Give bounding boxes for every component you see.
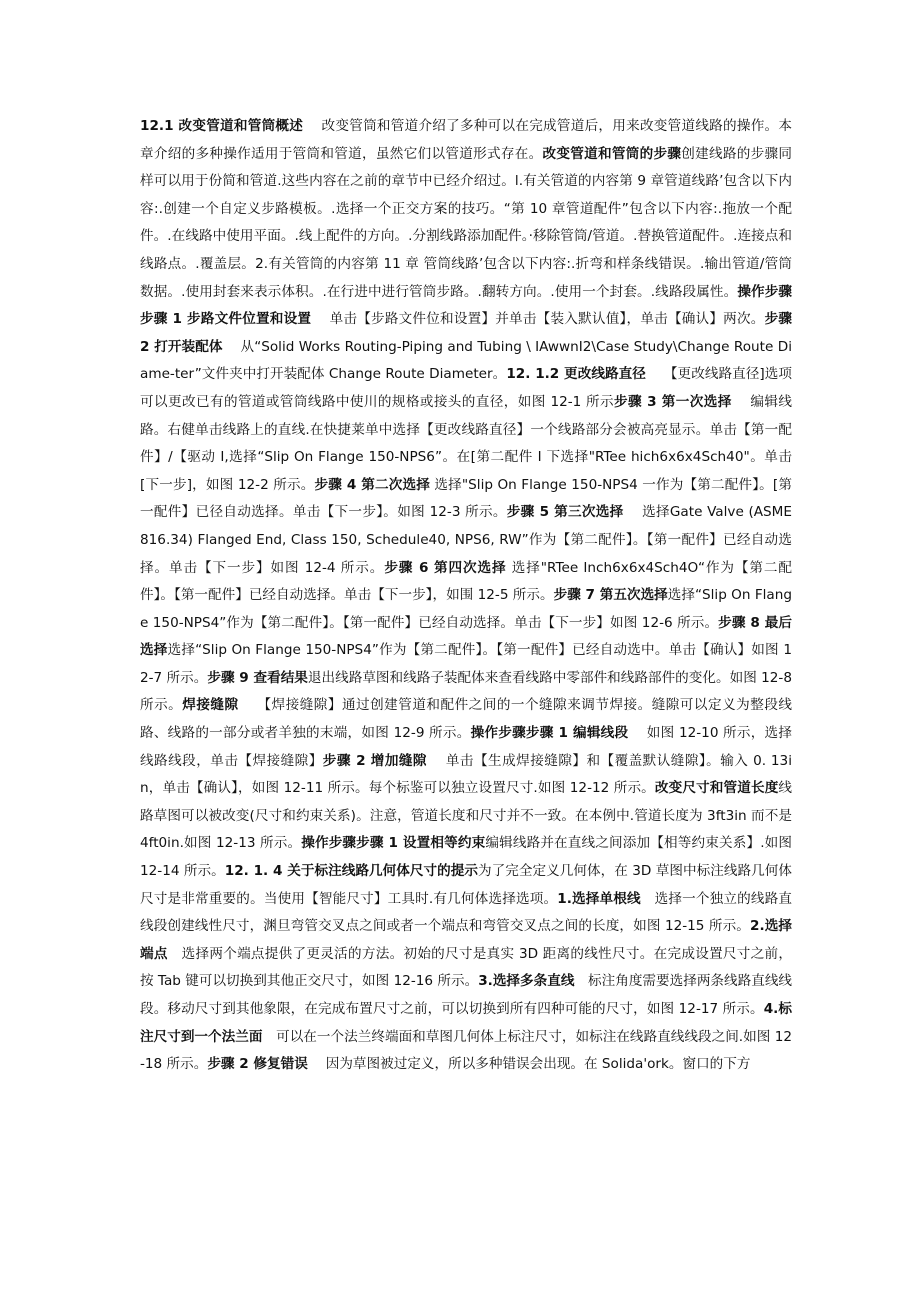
- body-text: 标注角度需要选择两条线路直线线段。移动尺寸到其他象限，在完成布置尺寸之前，可以切换到所有四种可能的尺寸，如图 12-17 所示。: [140, 973, 793, 1017]
- body-text: 选择两个端点提供了更灵活的方法。初始的尺寸是真实 3D 距离的线性尺寸。在完成设置尺寸之前，按 Tab 键可以切换到其他正交尺寸，如图 12-16 所示。: [140, 945, 792, 990]
- bold-heading: 焊接缝隙: [182, 697, 239, 714]
- bold-heading: 步骤 4 第二次选择: [314, 476, 430, 493]
- body-text: 单击【生成焊接缝隙】和【覆盖默认缝隙】。输入 0. 13in，单击【确认】，如图 12-11 所示。每个标鉴可以独立设置尺寸.如图 12-12 所示。: [140, 752, 792, 797]
- body-text: 【焊接缝隙】通过创建管道和配件之间的一个缝隙来调节焊接。缝隙可以定义为整段线路、线路的一部分或者羊独的末端，如图 12-9 所示。: [140, 697, 793, 742]
- bold-heading: 改变管道和管筒的步骤: [542, 145, 682, 162]
- body-text: 如图 12-10 所示，选择线路线段，单击【焊接缝隙】: [140, 725, 792, 769]
- body-text: 线路草图可以被改变(尺寸和约束关系)。注意，管道长度和尺寸并不一致。在本例中.管道长度为 3ft3in 而不是 4ft0in.如图 12-13 所示。: [140, 780, 793, 852]
- body-text: 选择"RTee Inch6x6x4Sch4O“作为【第二配件】。【第一配件】已经自动选择。单击【下一步】，如围 12-5 所示。: [140, 559, 792, 604]
- bold-heading: 步骤 6 第四次选择: [384, 559, 507, 576]
- bold-heading: 步骤 2 增加缝隙: [322, 752, 427, 769]
- bold-heading: 12. 1.2 更改线路直径: [506, 366, 646, 383]
- bold-heading: 操作步骤步骤 1 编辑线段: [470, 725, 629, 742]
- body-text: 编辑线路。右健单击线路上的直线.在快捷莱单中选择【更改线路直径】一个线路部分会被高亮显示。单击【第一配件】/【驱动 I,选择“Slip On Flange 150-NPS6”。在[第二配件 I 下选择"RTee hich6x6x4Sch40"。单击[下一步]，如图 12-2 所示。: [140, 393, 792, 493]
- body-text: 选择"Slip On Flange 150-NPS4 一作为【第二配件】。[第一配件】已径自动选择。单击【下一步】。如图 12-3 所示。: [140, 476, 792, 521]
- bold-heading: 12. 1. 4 关于标注线路几何体尺寸的提示: [224, 863, 479, 880]
- bold-heading: 1.选择单根线: [557, 890, 641, 907]
- body-text: 单击【步路文件位和设置】并单击【装入默认值】，单击【确认】两次。: [311, 311, 765, 328]
- bold-heading: 步骤 7 第五次选择: [553, 587, 668, 604]
- bold-heading: 步骤 5 第三次选择: [506, 504, 624, 521]
- bold-heading: 改变尺寸和管道长度: [654, 780, 779, 797]
- body-text: 选择“Slip On Flange 150-NPS4”作为【第二配件】。【第一配件】已经自动选择。单击【下一步】如图 12-6 所示。: [140, 587, 792, 631]
- bold-heading: 步骤 3 第一次选择: [614, 393, 732, 410]
- body-text: 选择“Slip On Flange 150-NPS4”作为【第二配件】。【第一配件】已经自动选中。单击【确认】如图 12-7 所示。: [140, 642, 792, 686]
- bold-heading: 2.选择端点: [140, 918, 793, 962]
- bold-heading: 4.标注尺寸到一个法兰面: [140, 1001, 793, 1045]
- body-text: 编辑线路并在直线之间添加【相等约束关系】.如图 12-14 所示。: [140, 835, 792, 880]
- bold-heading: 12.1 改变管道和管筒概述: [140, 118, 304, 134]
- bold-heading: 操作步骤步骤 1 步路文件位置和设置: [140, 283, 793, 328]
- document-body: [140, 113, 792, 1079]
- body-text: 选择一个独立的线路直线段创建线性尺寸，渊旦弯管交叉点之间或者一个端点和弯管交叉点之间的长度，如图 12-15 所示。: [140, 890, 793, 935]
- body-text: 可以在一个法兰终端面和草图几何体上标注尺寸，如标注在线路直线线段之间.如图 12-18 所示。: [140, 1028, 792, 1073]
- bold-heading: 3.选择多条直线: [478, 973, 575, 990]
- body-text: 因为草图被过定义，所以多种错误会出现。在 Solida'ork。窗口的下方: [307, 1056, 751, 1073]
- body-text: 【更改线路直径]选项可以更改已有的管道或管筒线路中使川的规格或接头的直径，如图 12-1 所示: [140, 366, 792, 410]
- body-text: 选择Gate Valve (ASME 816.34) Flanged End, Class 150, Schedule40, NPS6, RW”作为【第二配件】。【第一配件】已经自动选择。单击【下一步】如图 12-4 所示。: [140, 504, 792, 576]
- bold-heading: 步骤 2 修复错误: [207, 1056, 308, 1073]
- bold-heading: 步骤 2 打开装配体: [140, 311, 792, 355]
- body-text: 退出线路草图和线路子装配体来查看线路中零部件和线路部件的变化。如图 12-8 所示。: [140, 669, 792, 714]
- body-text: 创建线路的步骤同样可以用于份简和管道.这些内容在之前的章节中已经介绍过。l.有关管道的内容第 9 章管道线路’包含以下内容:.创建一个自定义步路模板。.选择一个正交方案的技巧。“第 10 章管道配件”包含以下内容:.拖放一个配件。.在线路中使用平面。.线上配件的方向。.分割线路添加配件。·移除管筒/管道。.替换管道配件。.连接点和线路点。.覆盖层。2.有关管筒的内容第 11 章 管筒线路’包含以下内容:.折弯和样条线错误。.输出管道/管筒数据。.使用封套来表示体积。.在行进中进行管筒步路。.翻转方向。.使用一个封套。.线路段属性。: [140, 145, 793, 300]
- bold-heading: 操作步骤步骤 1 设置相等约束: [301, 835, 486, 852]
- bold-heading: 步骤 8 最后选择: [140, 614, 792, 659]
- body-text: 从“Solid Works Routing-Piping and Tubing \ IAwwnI2\Case Study\Change Route Diame-ter”文件夹中打开装配体 Change Route Diameter。: [140, 338, 792, 383]
- bold-heading: 步骤 9 查看结果: [207, 669, 308, 686]
- body-text: 改变管筒和管道介绍了多种可以在完成管道后，用来改变管道线路的操作。本章介绍的多种操作适用于管筒和管道，虽然它们以管道形式存在。: [140, 118, 792, 162]
- body-text: 为了完全定义几何体，在 3D 草图中标注线路几何体尺寸是非常重要的。当使用【智能尺寸】工具时.有几何体选择选项。: [140, 863, 793, 907]
